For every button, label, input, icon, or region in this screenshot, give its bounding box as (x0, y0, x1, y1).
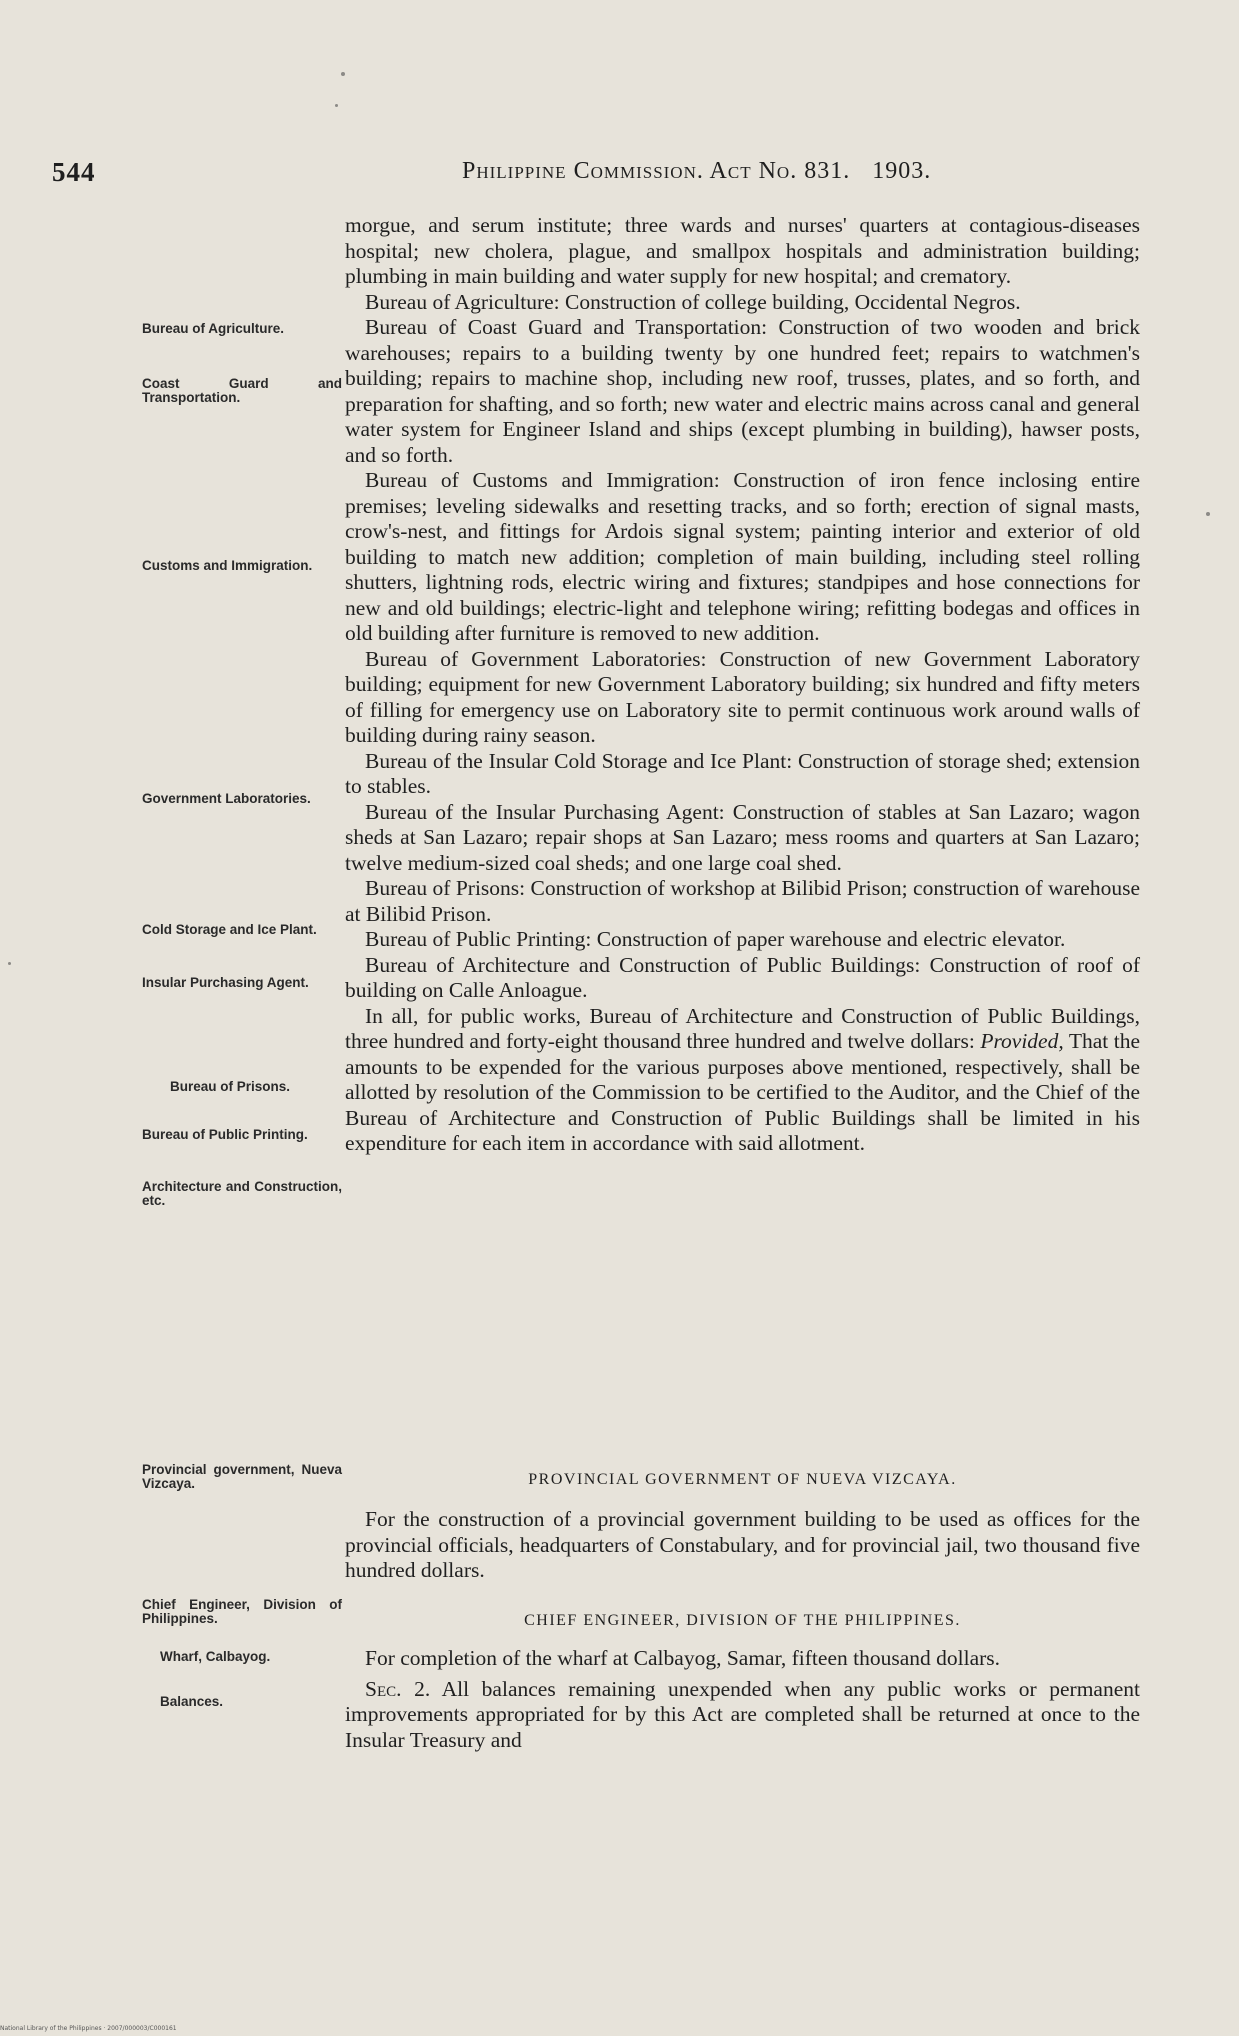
scan-speck (8, 962, 11, 965)
margin-note-prisons: Bureau of Prisons. (170, 1079, 291, 1094)
scan-speck (335, 104, 338, 107)
running-head (462, 158, 931, 185)
paragraph-wharf: For completion of the wharf at Calbayog, Samar, fifteen thousand dollars. (365, 1646, 1001, 1670)
paragraph-nueva-vizcaya: For the construction of a provincial government building to be used as offices for the provincial officials, headquarters of Constabulary, and for provincial jail, two thousand five hundred dollars. (345, 1507, 1140, 1582)
paragraph-continuation: morgue, and serum institute; three wards and nurses' quarters at contagious-diseases hospital; new cholera, plague, and smallpox hospitals and administration building; plumbing in main building and water supply for new hospital; and crematory. (345, 213, 1140, 288)
margin-note-balances: Balances. (160, 1694, 224, 1709)
main-text-upper (345, 213, 1140, 1157)
paragraph-sec2 (345, 1677, 1140, 1754)
margin-note-agriculture: Bureau of Agriculture. (142, 321, 285, 336)
margin-note-architecture: Architecture and Construction, etc. (142, 1179, 342, 1208)
heading-nueva-vizcaya: PROVINCIAL GOVERNMENT OF NUEVA VIZCAYA. (528, 1471, 957, 1488)
main-text-lower (345, 1646, 1140, 1753)
paragraph-laboratories: Bureau of Government Laboratories: Construction of new Government Laboratory building; equipment for new Government Laboratory building; six hundred and fifty meters of filling for emergency use on Laboratory site to permit continuous work around walls of building during rainy season. (345, 646, 1140, 747)
margin-note-customs: Customs and Immigration. (142, 558, 313, 573)
paragraph-prisons: Bureau of Prisons: Construction of workshop at Bilibid Prison; construction of warehouse at Bilibid Prison. (345, 876, 1140, 926)
heading-chief-engineer: CHIEF ENGINEER, DIVISION OF THE PHILIPPINES. (524, 1612, 961, 1629)
paragraph-agriculture: Bureau of Agriculture: Construction of college building, Occidental Negros. (365, 289, 1021, 314)
footer-credit: National Library of the Philippines · 2007/000003/C000161 (0, 2025, 177, 2032)
paragraph-printing: Bureau of Public Printing: Construction of paper warehouse and electric elevator. (365, 927, 1066, 951)
scan-speck (1206, 512, 1210, 516)
paragraph-coast-guard: Bureau of Coast Guard and Transportation: Construction of two wooden and brick warehouses; repairs to a building twenty by one hundred feet; repairs to watchmen's building; repairs to machine shop, including new roof, trusses, plates, and so forth, and preparation for shafting, and so forth; new water and electric mains across canal and general water system for Engineer Island and ships (except plumbing in building), hawser posts, and so forth. (345, 315, 1140, 467)
total-provided: Provided, (980, 1029, 1064, 1053)
main-text-nueva-vizcaya (345, 1507, 1140, 1584)
margin-note-printing: Bureau of Public Printing. (142, 1127, 308, 1142)
margin-note-chief-engineer: Chief Engineer, Division of Philippines. (142, 1597, 342, 1626)
margin-note-cold-storage: Cold Storage and Ice Plant. (142, 922, 317, 937)
running-head-title: Philippine Commission. Act No. 831. (462, 158, 851, 184)
paragraph-customs: Bureau of Customs and Immigration: Construction of iron fence inclosing entire premises; leveling sidewalks and resetting tracks, and so forth; erection of signal masts, crow's-nest, and fittings for Ardois signal system; painting interior and exterior of old building to match new addition; completion of main building, including steel rolling shutters, lightning rods, electric wiring and fixtures; standpipes and hose connections for new and old buildings; electric-light and telephone wiring; refitting bodegas and offices in old building after furniture is removed to new addition. (345, 468, 1140, 645)
paragraph-purchasing: Bureau of the Insular Purchasing Agent: Construction of stables at San Lazaro; wagon sheds at San Lazaro; repair shops at San Lazaro; mess rooms and quarters at San Lazaro; twelve medium-sized coal sheds; and one large coal shed. (345, 799, 1140, 875)
margin-note-purchasing: Insular Purchasing Agent. (142, 975, 309, 990)
margin-note-laboratories: Government Laboratories. (142, 791, 311, 806)
page-number: 544 (52, 157, 96, 187)
sec2-label: Sec. 2. (365, 1676, 431, 1701)
scan-speck (341, 72, 345, 76)
total-text-end: That the amounts to be expended for the various purposes above mentioned, respectively, shall be allotted by resolution of the Commission to be certified to the Auditor, and the Chief of the Bureau of Architecture and Construction of Public Buildings shall be limited in his expenditure for each item in accordance with said allotment. (345, 1029, 1140, 1155)
paragraph-architecture: Bureau of Architecture and Construction of Public Buildings: Construction of roof of building on Calle Anloague. (345, 952, 1140, 1002)
paragraph-total (345, 1004, 1140, 1157)
sec2-text: All balances remaining unexpended when any public works or permanent improvements appropriated for by this Act are completed shall be returned at once to the Insular Treasury and (345, 1676, 1140, 1752)
paragraph-cold-storage: Bureau of the Insular Cold Storage and Ice Plant: Construction of storage shed; extension to stables. (345, 748, 1140, 798)
margin-note-nueva-vizcaya: Provincial government, Nueva Vizcaya. (142, 1462, 342, 1491)
margin-note-coast-guard: Coast Guard and Transportation. (142, 376, 342, 405)
margin-note-wharf: Wharf, Calbayog. (160, 1649, 271, 1664)
total-text-start: In all, for public works, Bureau of Architecture and Construction of Public Buildings, three hundred and forty-eight thousand three hundred and twelve dollars: (345, 1003, 1140, 1053)
running-head-year: 1903. (872, 158, 932, 184)
